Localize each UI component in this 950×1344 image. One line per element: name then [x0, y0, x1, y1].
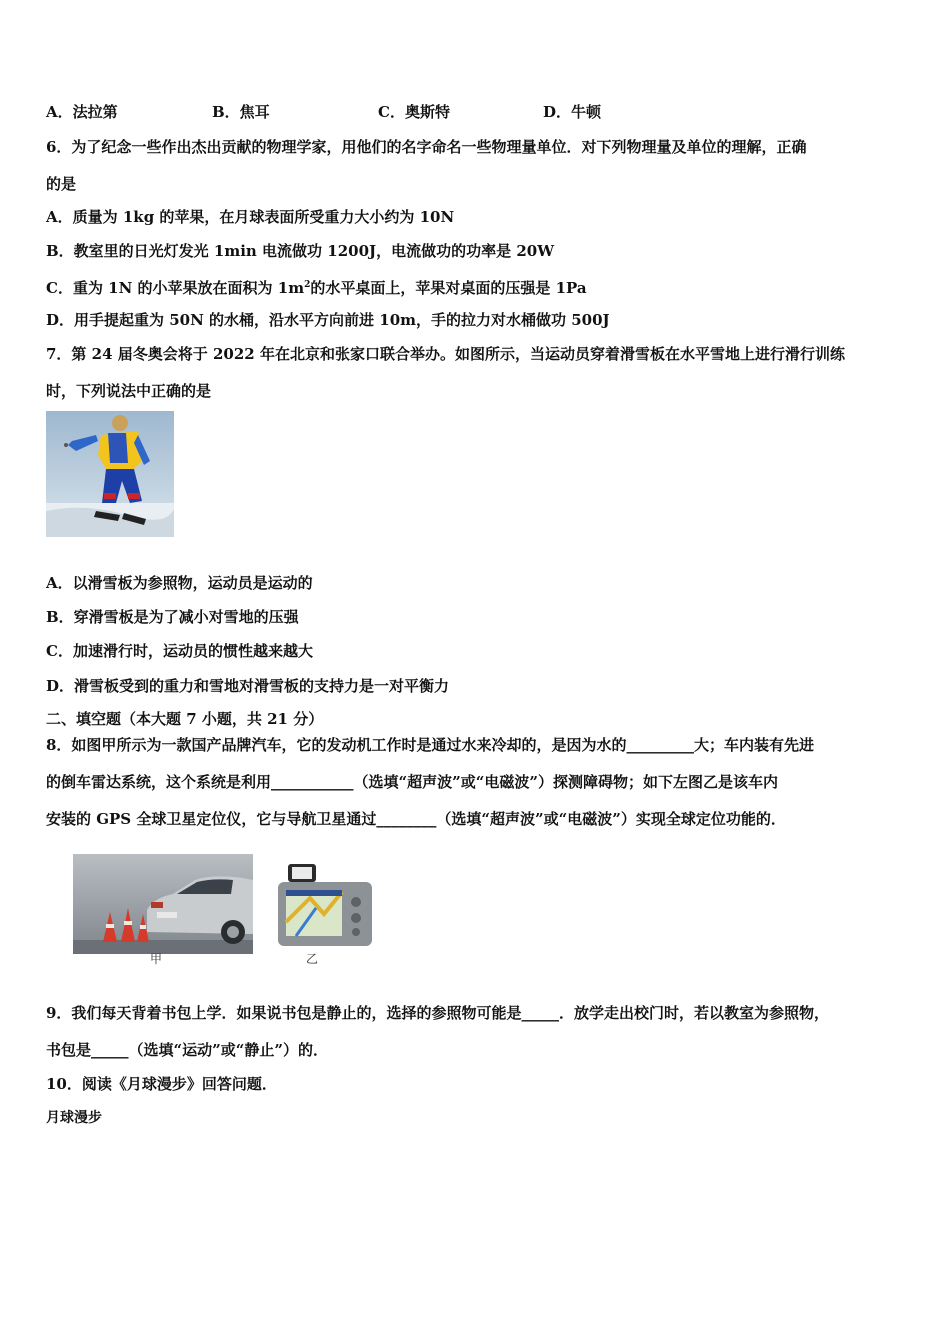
- q9-line2: 书包是_____（选填“运动”或“静止”）的．: [46, 1041, 329, 1059]
- q9-line1: 9．我们每天背着书包上学．如果说书包是静止的，选择的参照物可能是_____．放学走出校门时，若以教室为参照物，: [46, 1004, 829, 1022]
- q6-option-d: D．用手提起重为 50N 的水桶，沿水平方向前进 10m，手的拉力对水桶做功 500J: [46, 311, 610, 329]
- q6-option-c-post: 的水平桌面上，苹果对桌面的压强是 1Pa: [310, 279, 587, 297]
- q5-option-d: D．牛顿: [543, 103, 602, 121]
- q8-line3: 安装的 GPS 全球卫星定位仪，它与导航卫星通过________（选填“超声波”或“电磁波”）实现全球定位功能的．: [46, 810, 786, 828]
- q10-article-title: 月球漫步: [46, 1110, 102, 1126]
- q8-line1: 8．如图甲所示为一款国产品牌汽车，它的发动机工作时是通过水来冷却的，是因为水的_________大；车内装有先进: [46, 736, 814, 754]
- gps-photo: [276, 862, 374, 948]
- q7-option-d: D．滑雪板受到的重力和雪地对滑雪板的支持力是一对平衡力: [46, 677, 450, 695]
- q5-option-c: C．奥斯特: [378, 103, 450, 121]
- q5-option-b: B．焦耳: [212, 103, 270, 121]
- q6-stem-line1: 6．为了纪念一些作出杰出贡献的物理学家，用他们的名字命名一些物理量单位．对下列物理量及单位的理解，正确: [46, 138, 807, 156]
- q7-option-c: C．加速滑行时，运动员的惯性越来越大: [46, 642, 313, 660]
- car-photo: [73, 854, 253, 954]
- section2-heading: 二、填空题（本大题 7 小题，共 21 分）: [46, 710, 324, 728]
- caption-jia: 甲: [150, 952, 163, 966]
- q7-stem-line1: 7．第 24 届冬奥会将于 2022 年在北京和张家口联合举办。如图所示，当运动员穿着滑雪板在水平雪地上进行滑行训练: [46, 345, 845, 363]
- q7-option-b: B．穿滑雪板是为了减小对雪地的压强: [46, 608, 299, 626]
- q6-option-a: A．质量为 1kg 的苹果，在月球表面所受重力大小约为 10N: [46, 208, 455, 226]
- skier-photo: [46, 411, 174, 537]
- q6-option-b: B．教室里的日光灯发光 1min 电流做功 1200J，电流做功的功率是 20W: [46, 242, 555, 260]
- q7-stem-line2: 时，下列说法中正确的是: [46, 382, 212, 400]
- q6-option-c: [46, 275, 587, 298]
- q6-stem-line2: 的是: [46, 175, 77, 193]
- q6-option-c-pre: C．重为 1N 的小苹果放在面积为 1m: [46, 279, 305, 297]
- caption-yi: 乙: [306, 952, 319, 966]
- q7-option-a: A．以滑雪板为参照物，运动员是运动的: [46, 574, 313, 592]
- q8-line2: 的倒车雷达系统，这个系统是利用___________（选填“超声波”或“电磁波”）探测障碍物；如下左图乙是该车内: [46, 773, 779, 791]
- q10-line1: 10．阅读《月球漫步》回答问题．: [46, 1075, 277, 1093]
- q6-option-c-sup: 2: [304, 280, 311, 290]
- q5-option-a: A．法拉第: [46, 103, 118, 121]
